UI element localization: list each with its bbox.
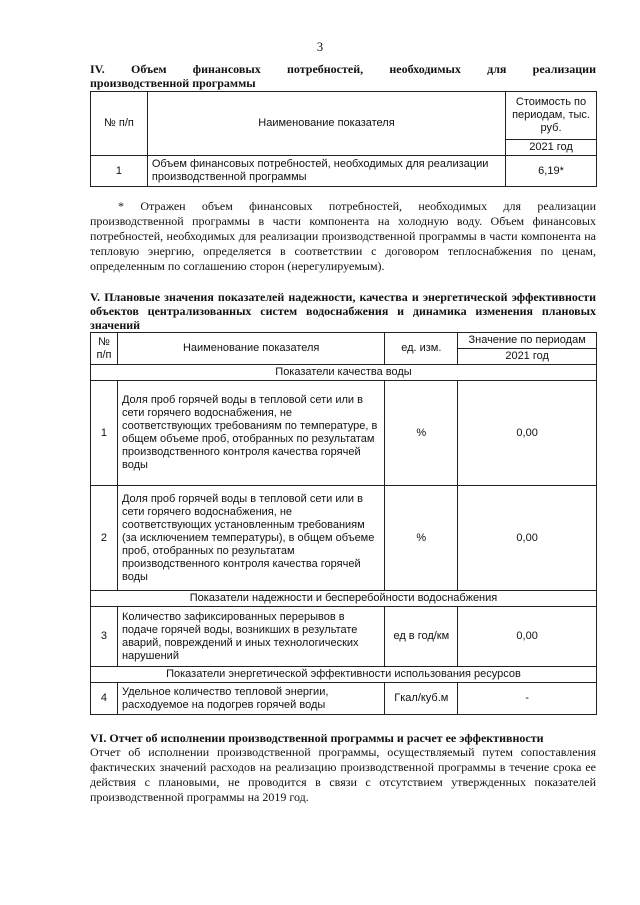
section-6-heading: VI. Отчет об исполнении производственной программы и расчет ее эффективности bbox=[90, 731, 544, 745]
table-row bbox=[91, 607, 597, 667]
section-6-text: Отчет об исполнении производственной программы, осуществляемый путем сопоставления фактических значений расходов на реализацию производственной программы в течение срока ее действия с плановыми, не проводится в связи с отсутствием утвержденных показателей производственной программы на 2019 год. bbox=[90, 745, 596, 804]
cell-num: 1 bbox=[91, 381, 118, 486]
table-header-row bbox=[91, 92, 597, 140]
group-quality: Показатели качества воды bbox=[91, 365, 597, 381]
cell-name: Объем финансовых потребностей, необходимых для реализации производственной программы bbox=[147, 156, 505, 187]
header-cost: Стоимость по периодам, тыс. руб. bbox=[506, 92, 597, 140]
section-4-heading-line1: IV. Объем финансовых потребностей, необходимых для реализации bbox=[90, 62, 596, 76]
header-year: 2021 год bbox=[458, 349, 597, 365]
group-row bbox=[91, 667, 597, 683]
header-value: Значение по периодам bbox=[458, 333, 597, 349]
table-row bbox=[91, 683, 597, 715]
header-unit: ед. изм. bbox=[385, 333, 458, 365]
cell-value: - bbox=[458, 683, 597, 715]
group-row bbox=[91, 591, 597, 607]
table-row bbox=[91, 381, 597, 486]
cell-num: 3 bbox=[91, 607, 118, 667]
table-header-row bbox=[91, 333, 597, 349]
cell-num: 2 bbox=[91, 486, 118, 591]
header-num: № п/п bbox=[91, 92, 148, 156]
table-row bbox=[91, 156, 597, 187]
cell-name: Доля проб горячей воды в тепловой сети или в сети горячего водоснабжения, не соответствующих требованиям по температуре, в общем объеме проб, отобранных по результатам производственного контроля качества горячей воды bbox=[117, 381, 384, 486]
header-name: Наименование показателя bbox=[117, 333, 384, 365]
cell-unit: ед в год/км bbox=[385, 607, 458, 667]
section-4-heading-line2: производственной программы bbox=[90, 76, 256, 90]
cell-unit: % bbox=[385, 486, 458, 591]
header-year: 2021 год bbox=[506, 140, 597, 156]
cell-name: Удельное количество тепловой энергии, расходуемое на подогрев горячей воды bbox=[117, 683, 384, 715]
footnote-paragraph bbox=[90, 199, 596, 274]
cell-unit: Гкал/куб.м bbox=[385, 683, 458, 715]
indicators-table bbox=[90, 332, 597, 715]
cell-value: 0,00 bbox=[458, 381, 597, 486]
group-row bbox=[91, 365, 597, 381]
cell-value: 6,19* bbox=[506, 156, 597, 187]
financial-needs-table bbox=[90, 91, 597, 187]
header-name: Наименование показателя bbox=[147, 92, 505, 156]
cell-num: 1 bbox=[91, 156, 148, 187]
footnote-text: * Отражен объем финансовых потребностей, необходимых для реализации производственной программы в части компонента на холодную воду. Объем финансовых потребностей, необходимых для реализации производственной программы в части компонента на тепловую энергию, определяется в соответствии с договором теплоснабжения по ценам, определенным по соглашению сторон (нерегулируемым). bbox=[90, 199, 596, 273]
cell-value: 0,00 bbox=[458, 607, 597, 667]
group-energy: Показатели энергетической эффективности использования ресурсов bbox=[91, 667, 597, 683]
table-row bbox=[91, 486, 597, 591]
cell-num: 4 bbox=[91, 683, 118, 715]
cell-name: Количество зафиксированных перерывов в подаче горячей воды, возникших в результате аварий, повреждений и иных технологических нарушений bbox=[117, 607, 384, 667]
cell-value: 0,00 bbox=[458, 486, 597, 591]
page-number: 3 bbox=[316, 40, 324, 54]
cell-name: Доля проб горячей воды в тепловой сети или в сети горячего водоснабжения, не соответствующих установленным требованиям (за исключением температуры), в общем объеме проб, отобранных по результатам производственного контроля качества горячей воды bbox=[117, 486, 384, 591]
group-reliability: Показатели надежности и бесперебойности водоснабжения bbox=[91, 591, 597, 607]
header-num: № п/п bbox=[91, 333, 118, 365]
section-5-heading: V. Плановые значения показателей надежности, качества и энергетической эффективности объектов централизованных систем водоснабжения и динамика изменения плановых значений bbox=[90, 290, 596, 332]
cell-unit: % bbox=[385, 381, 458, 486]
